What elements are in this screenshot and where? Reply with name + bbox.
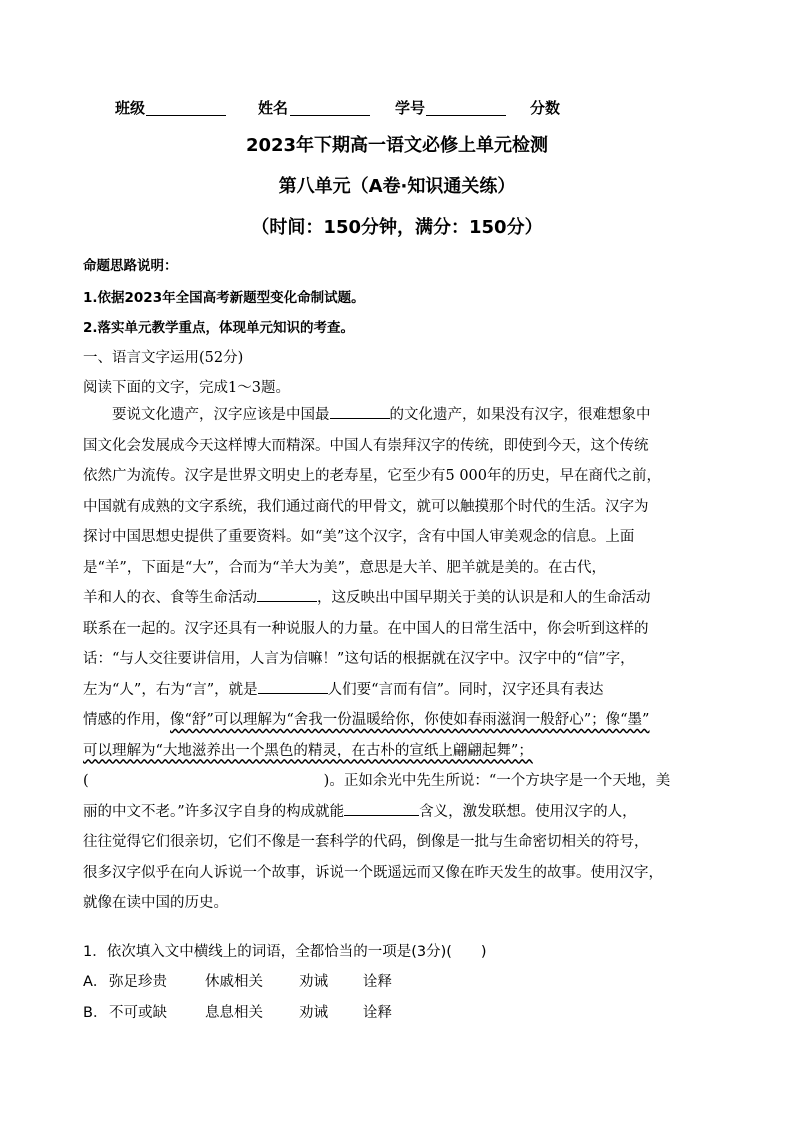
fill-blank (330, 404, 390, 419)
passage-line: 是“羊”，下面是“大”，合而为“羊大为美”，意思是大羊、肥羊就是美的。在古代， (83, 559, 606, 576)
notes-item-1: 1.依据2023年全国高考新题型变化命制试题。 (83, 290, 365, 306)
passage-line: 丽的中文不老。”许多汉字自身的构成就能 含义，激发联想。使用汉字的人， (83, 797, 713, 828)
section-instruction: 阅读下面的文字，完成1～3题。 (83, 380, 290, 396)
passage-line: 往往觉得它们很亲切，它们不像是一套科学的代码，倒像是一批与生命密切相关的符号， (83, 834, 649, 850)
option-a[interactable]: A． 弥足珍贵 休戚相关 劝诫 诠释 (83, 974, 392, 990)
option-b[interactable]: B． 不可或缺 息息相关 劝诫 诠释 (83, 1005, 392, 1021)
passage-line: 国文化会发展成今天这样博大而精深。中国人有崇拜汉字的传统，即使到今天，这个传统 (83, 437, 649, 454)
question-1-stem: 1．依次填入文中横线上的词语，全都恰当的一项是(3分)( ) (83, 944, 487, 960)
wavy-underlined-text: 像“舒”可以理解为“舍我一份温暖给你，你使如春雨滋润一般舒心”；像“墨” (170, 712, 650, 728)
id-label: 学号 (395, 99, 426, 117)
fill-blank (344, 801, 419, 816)
passage-line: 羊和人的衣、食等生命活动 ，这反映出中国早期关于美的认识是和人的生命活动 (83, 583, 713, 614)
passage-line: 依然广为流传。汉字是世界文明史上的老寿星，它至少有5 000年的历史，早在商代之前， (83, 468, 662, 484)
passage-line (83, 736, 713, 767)
exam-time-info: （时间：150分钟，满分：150分） (251, 217, 543, 238)
passage-line: 联系在一起的。汉字还具有一种说服人的力量。在中国人的日常生活中，你会听到这样的 (83, 620, 649, 637)
passage-line: 就像在读中国的历史。 (83, 895, 228, 911)
name-blank (290, 115, 370, 116)
passage-line: 情感的作用，像“舒”可以理解为“舍我一份温暖给你，你使如春雨滋润一般舒心”；像“墨” (83, 712, 650, 728)
fill-blank (258, 679, 328, 694)
notes-item-2: 2.落实单元教学重点，体现单元知识的考查。 (83, 320, 355, 336)
notes-heading: 命题思路说明： (83, 258, 178, 274)
class-blank (146, 115, 226, 116)
passage-line: 探讨中国思想史提供了重要资料。如“美”这个汉字，含有中国人审美观念的信息。上面 (83, 529, 635, 545)
passage-line: 话：“与人交往要讲信用，人言为信嘛！”这句话的根据就在汉字中。汉字中的“信”字， (83, 651, 635, 667)
fill-blank (257, 587, 317, 602)
section-heading: 一、语言文字运用(52分) (83, 350, 244, 366)
exam-title: 2023年下期高一语文必修上单元检测 (245, 135, 549, 156)
passage-line: 中国就有成熟的文字系统，我们通过商代的甲骨文，就可以触摸那个时代的生活。汉字为 (83, 498, 649, 515)
passage-line: 很多汉字似乎在向人诉说一个故事，诉说一个既遥远而又像在昨天发生的故事。使用汉字， (83, 864, 663, 881)
name-label: 姓名 (258, 99, 289, 117)
id-blank (426, 115, 506, 116)
reading-passage (83, 400, 713, 919)
passage-line: 左为“人”，右为“言”，就是 人们要“言而有信”。同时，汉字还具有表达 (83, 675, 713, 706)
exam-subtitle: 第八单元（A卷·知识通关练） (278, 176, 516, 197)
passage-line: ( )。正如余光中先生所说：“一个方块字是一个天地，美 (83, 773, 671, 789)
class-label: 班级 (115, 99, 146, 117)
score-label: 分数 (530, 99, 561, 117)
student-info-header (115, 97, 715, 119)
wavy-underlined-text: 可以理解为“大地滋养出一个黑色的精灵，在古朴的宣纸上翩翩起舞”； (83, 742, 533, 759)
passage-line: 要说文化遗产，汉字应该是中国最 的文化遗产，如果没有汉字，很难想象中 (83, 400, 713, 431)
